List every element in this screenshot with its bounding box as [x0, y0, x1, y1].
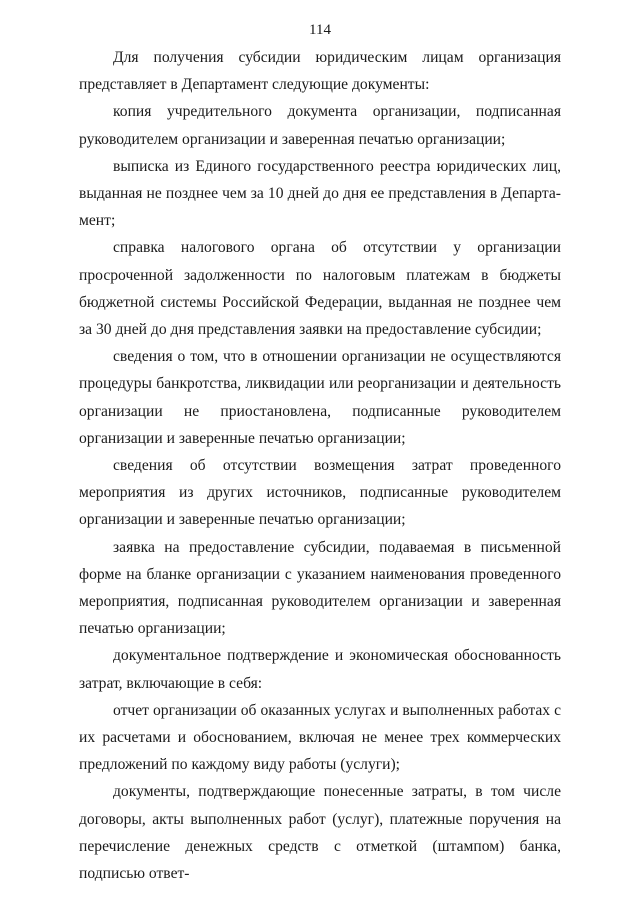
paragraph-charter-copy: копия учредительного документа организации, подписанная руководителем организации и заверенная печатью организации; [79, 103, 561, 148]
paragraph-cost-documents: документы, подтверждающие понесенные затраты, в том числе договоры, акты выполненных работ (услуг), платежные поручения на перечисление денежных средств с отметкой (штампом) банка, подписью ответ- [79, 783, 561, 883]
paragraph-cost-justification: документальное подтверждение и экономическая обоснованность затрат, включающие в себя: [79, 647, 561, 692]
page-number: 114 [309, 22, 331, 38]
paragraph-registry-extract: выписка из Единого государственного реестра юридических лиц, выданная не позднее чем за 10 дней до дня ее представления в Департамент; [79, 157, 561, 230]
paragraph-no-reimbursement-info: сведения об отсутствии возмещения затрат проведенного мероприятия из других источников, подписанные руководителем организации и заверенные печатью организации; [79, 457, 561, 529]
paragraph-bankruptcy-info: сведения о том, что в отношении организации не осуществляются процедуры банкротства, ликвидации или реорганизации и деятельность организации не приостановлена, подписанные руководителем организации и заверенные печатью организации; [79, 348, 561, 447]
paragraph-application: заявка на предоставление субсидии, подаваемая в письменной форме на бланке организации с указанием наименования проведенного мероприятия, подписанная руководителем организации и заверенная печатью организации; [79, 538, 561, 638]
paragraph-tax-certificate: справка налогового органа об отсутствии у организации просроченной задолженности по налоговым платежам в бюджеты бюджетной системы Российской Федерации, выданная не позднее чем за 30 дней до дня представления заявки на предоставление субсидии; [79, 239, 561, 339]
paragraph-intro: Для получения субсидии юридическим лицам организация представляет в Департамент следующие документы: [79, 49, 561, 94]
document-body [79, 44, 561, 887]
paragraph-organization-report: отчет организации об оказанных услугах и выполненных работах с их расчетами и обоснованием, включая не менее трех коммерческих предложений по каждому виду работы (услуги); [79, 701, 561, 774]
